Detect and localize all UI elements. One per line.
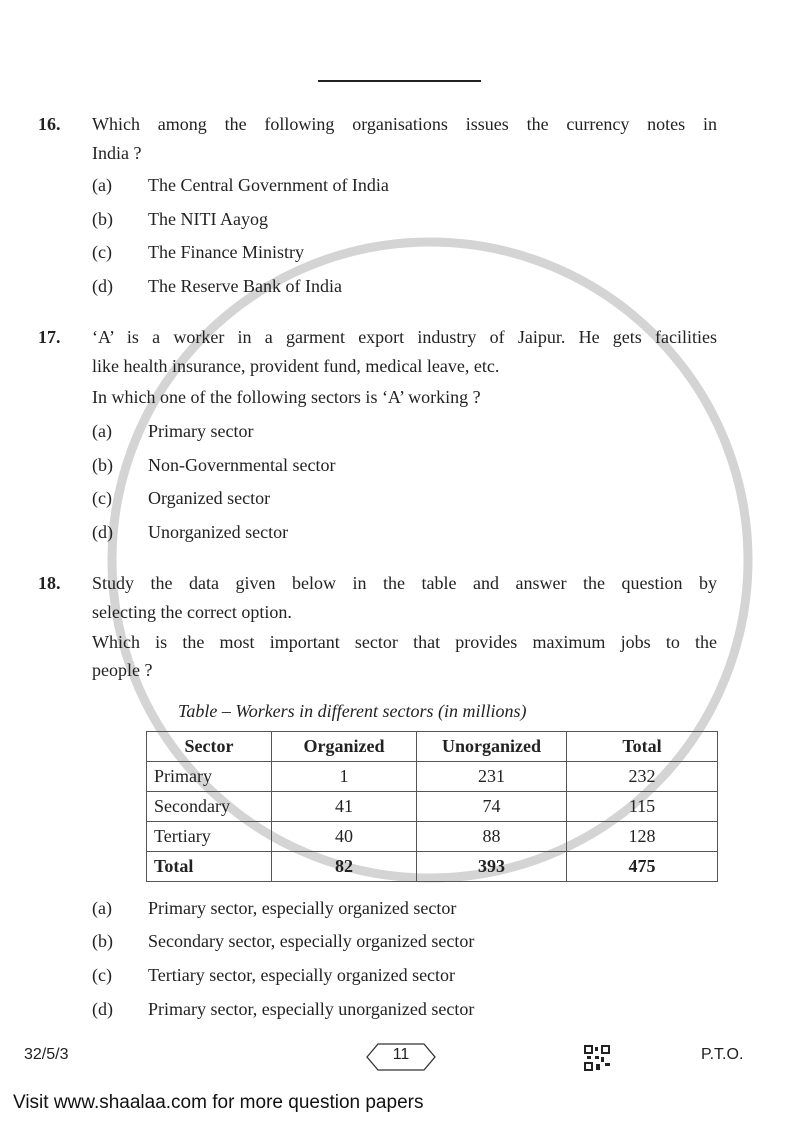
table-cell: 232 bbox=[567, 762, 718, 792]
table-header: Sector bbox=[147, 732, 272, 762]
question-16-text-line: Which among the following organisations issues the currency notes in bbox=[92, 114, 717, 134]
option-text: Unorganized sector bbox=[148, 522, 289, 542]
question-18-text-line: people ? bbox=[92, 660, 153, 680]
qr-code-icon bbox=[584, 1045, 610, 1071]
question-16-number: 16. bbox=[38, 114, 61, 134]
table-caption: Table – Workers in different sectors (in millions) bbox=[178, 701, 527, 721]
option-text: The NITI Aayog bbox=[148, 209, 268, 229]
option-text: Primary sector, especially organized sector bbox=[148, 898, 457, 918]
table-header-row bbox=[147, 732, 718, 762]
table-cell: 40 bbox=[272, 822, 417, 852]
question-18-text-line: selecting the correct option. bbox=[92, 602, 292, 622]
table-cell: Secondary bbox=[147, 792, 272, 822]
option-label: (d) bbox=[92, 522, 113, 542]
pto-label: P.T.O. bbox=[701, 1046, 744, 1063]
question-17-text-line: ‘A’ is a worker in a garment export industry of Jaipur. He gets facilities bbox=[92, 327, 717, 347]
table-header: Unorganized bbox=[417, 732, 567, 762]
table-cell: 1 bbox=[272, 762, 417, 792]
question-17-number: 17. bbox=[38, 327, 61, 347]
table-row bbox=[147, 792, 718, 822]
table-cell: Total bbox=[147, 852, 272, 882]
option-label: (c) bbox=[92, 242, 112, 262]
table-cell: Primary bbox=[147, 762, 272, 792]
option-label: (a) bbox=[92, 898, 112, 918]
table-row bbox=[147, 822, 718, 852]
table-cell: 128 bbox=[567, 822, 718, 852]
option-text: The Central Government of India bbox=[148, 175, 389, 195]
option-label: (a) bbox=[92, 175, 112, 195]
option-label: (c) bbox=[92, 965, 112, 985]
question-18-number: 18. bbox=[38, 573, 61, 593]
visit-link-text: Visit www.shaalaa.com for more question papers bbox=[13, 1092, 424, 1113]
table-cell: Tertiary bbox=[147, 822, 272, 852]
table-header: Organized bbox=[272, 732, 417, 762]
question-17-text-line: In which one of the following sectors is ‘A’ working ? bbox=[92, 387, 481, 407]
table-header: Total bbox=[567, 732, 718, 762]
table-total-row bbox=[147, 852, 718, 882]
option-text: Tertiary sector, especially organized sector bbox=[148, 965, 456, 985]
option-text: The Finance Ministry bbox=[148, 242, 304, 262]
table-cell: 115 bbox=[567, 792, 718, 822]
option-text: The Reserve Bank of India bbox=[148, 276, 342, 296]
paper-code: 32/5/3 bbox=[24, 1046, 69, 1063]
workers-table bbox=[146, 731, 718, 882]
table-cell: 74 bbox=[417, 792, 567, 822]
option-text: Organized sector bbox=[148, 488, 271, 508]
question-16-text-line: India ? bbox=[92, 143, 142, 163]
table-cell: 82 bbox=[272, 852, 417, 882]
option-text: Non-Governmental sector bbox=[148, 455, 336, 475]
option-text: Primary sector, especially unorganized sector bbox=[148, 999, 475, 1019]
option-label: (b) bbox=[92, 209, 113, 229]
table-cell: 88 bbox=[417, 822, 567, 852]
table-row bbox=[147, 762, 718, 792]
option-label: (c) bbox=[92, 488, 112, 508]
option-label: (d) bbox=[92, 999, 113, 1019]
option-label: (b) bbox=[92, 931, 113, 951]
question-18-text-line: Which is the most important sector that provides maximum jobs to the bbox=[92, 632, 717, 652]
option-label: (d) bbox=[92, 276, 113, 296]
table-cell: 231 bbox=[417, 762, 567, 792]
top-rule bbox=[318, 80, 481, 82]
option-label: (b) bbox=[92, 455, 113, 475]
table-cell: 475 bbox=[567, 852, 718, 882]
table-cell: 393 bbox=[417, 852, 567, 882]
option-text: Secondary sector, especially organized sector bbox=[148, 931, 475, 951]
option-label: (a) bbox=[92, 421, 112, 441]
question-17-text-line: like health insurance, provident fund, medical leave, etc. bbox=[92, 356, 500, 376]
question-18-text-line: Study the data given below in the table and answer the question by bbox=[92, 573, 717, 593]
table-cell: 41 bbox=[272, 792, 417, 822]
page-number: 11 bbox=[392, 1046, 410, 1063]
option-text: Primary sector bbox=[148, 421, 254, 441]
